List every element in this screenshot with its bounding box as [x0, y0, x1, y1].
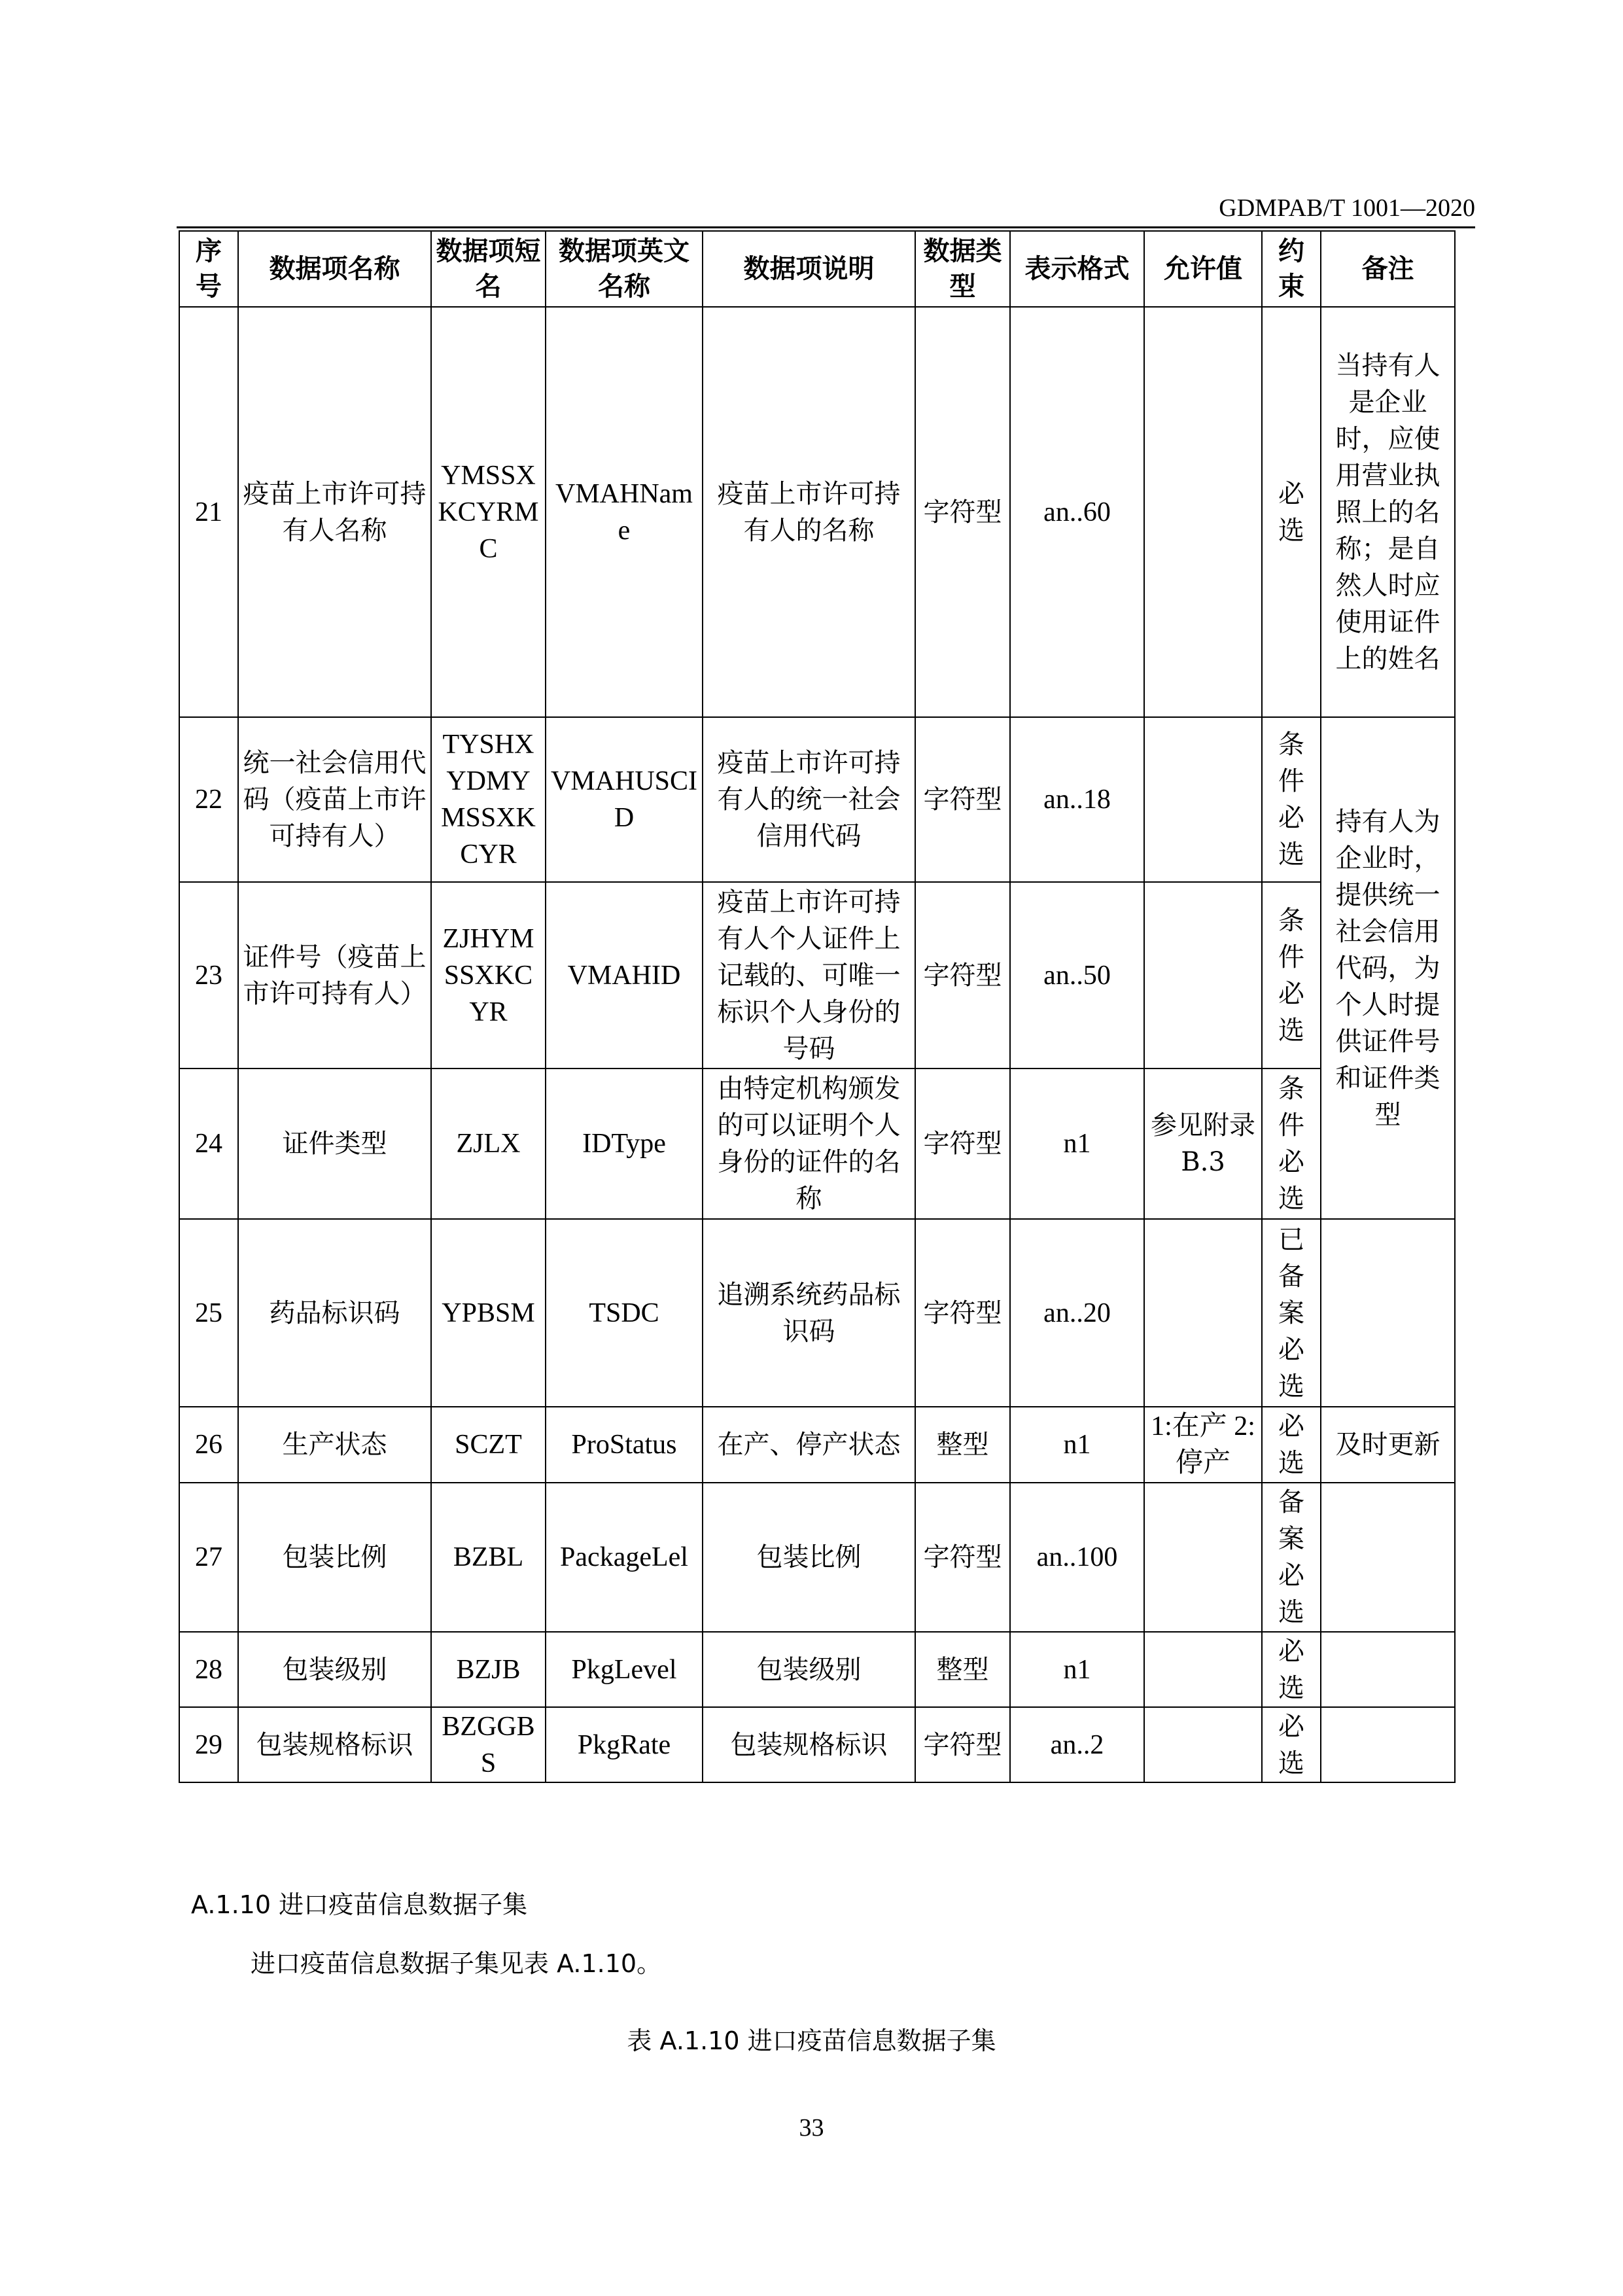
cell-english: VMAHName — [546, 307, 703, 717]
cell-no: 27 — [179, 1483, 238, 1632]
cell-allowed — [1144, 882, 1262, 1069]
cell-short: YMSSXKCYRMC — [431, 307, 546, 717]
cell-short: TYSHXYDMYMSSXKCYR — [431, 717, 546, 882]
cell-english: PackageLel — [546, 1483, 703, 1632]
cell-short: BZBL — [431, 1483, 546, 1632]
page-number: 33 — [799, 2114, 824, 2142]
cell-remark-merged: 持有人为企业时，提供统一社会信用代码，为个人时提供证件号和证件类型 — [1321, 717, 1455, 1219]
table-row — [179, 307, 1455, 717]
cell-desc: 在产、停产状态 — [703, 1407, 915, 1483]
table-row — [179, 1707, 1455, 1782]
cell-name: 证件类型 — [238, 1069, 431, 1219]
cell-remark: 及时更新 — [1321, 1407, 1455, 1483]
col-header-desc: 数据项说明 — [703, 231, 915, 307]
cell-name: 药品标识码 — [238, 1219, 431, 1407]
cell-desc: 包装比例 — [703, 1483, 915, 1632]
cell-type: 字符型 — [915, 1219, 1010, 1407]
cell-type: 字符型 — [915, 307, 1010, 717]
cell-type: 字符型 — [915, 1483, 1010, 1632]
cell-format: an..60 — [1010, 307, 1144, 717]
cell-name: 统一社会信用代码（疫苗上市许可持有人） — [238, 717, 431, 882]
cell-constraint: 条件必选 — [1262, 1069, 1321, 1219]
table-row — [179, 1483, 1455, 1632]
cell-format: n1 — [1010, 1632, 1144, 1707]
cell-name: 疫苗上市许可持有人名称 — [238, 307, 431, 717]
section-paragraph: 进口疫苗信息数据子集见表 A.1.10。 — [251, 1949, 662, 1978]
cell-desc: 疫苗上市许可持有人个人证件上记载的、可唯一标识个人身份的号码 — [703, 882, 915, 1069]
standard-code: GDMPAB/T 1001—2020 — [1219, 194, 1475, 222]
cell-format: an..100 — [1010, 1483, 1144, 1632]
cell-english: PkgRate — [546, 1707, 703, 1782]
col-header-remark: 备注 — [1321, 231, 1455, 307]
cell-remark — [1321, 1707, 1455, 1782]
col-header-format: 表示格式 — [1010, 231, 1144, 307]
cell-format: n1 — [1010, 1069, 1144, 1219]
cell-english: IDType — [546, 1069, 703, 1219]
cell-no: 24 — [179, 1069, 238, 1219]
cell-name: 包装规格标识 — [238, 1707, 431, 1782]
col-header-english: 数据项英文名称 — [546, 231, 703, 307]
cell-format: n1 — [1010, 1407, 1144, 1483]
cell-type: 字符型 — [915, 1707, 1010, 1782]
cell-type: 字符型 — [915, 882, 1010, 1069]
cell-desc: 包装级别 — [703, 1632, 915, 1707]
cell-format: an..50 — [1010, 882, 1144, 1069]
cell-remark — [1321, 1632, 1455, 1707]
cell-no: 26 — [179, 1407, 238, 1483]
table-row — [179, 1219, 1455, 1407]
cell-desc: 追溯系统药品标识码 — [703, 1219, 915, 1407]
cell-constraint: 条件必选 — [1262, 717, 1321, 882]
cell-type: 整型 — [915, 1407, 1010, 1483]
cell-english: VMAHUSCID — [546, 717, 703, 882]
cell-name: 包装比例 — [238, 1483, 431, 1632]
col-header-no: 序号 — [179, 231, 238, 307]
cell-format: an..18 — [1010, 717, 1144, 882]
cell-constraint: 必选 — [1262, 307, 1321, 717]
data-items-table — [179, 230, 1456, 1783]
cell-no: 29 — [179, 1707, 238, 1782]
cell-english: PkgLevel — [546, 1632, 703, 1707]
table-row — [179, 1069, 1455, 1219]
cell-allowed — [1144, 1632, 1262, 1707]
table-row — [179, 1632, 1455, 1707]
cell-name: 证件号（疫苗上市许可持有人） — [238, 882, 431, 1069]
cell-type: 字符型 — [915, 717, 1010, 882]
cell-format: an..20 — [1010, 1219, 1144, 1407]
cell-english: ProStatus — [546, 1407, 703, 1483]
cell-allowed — [1144, 1219, 1262, 1407]
cell-no: 28 — [179, 1632, 238, 1707]
cell-no: 22 — [179, 717, 238, 882]
cell-desc: 由特定机构颁发的可以证明个人身份的证件的名称 — [703, 1069, 915, 1219]
cell-allowed — [1144, 1483, 1262, 1632]
cell-allowed — [1144, 307, 1262, 717]
table-caption: 表 A.1.10 进口疫苗信息数据子集 — [627, 2026, 996, 2055]
cell-short: YPBSM — [431, 1219, 546, 1407]
cell-remark — [1321, 1483, 1455, 1632]
table-row — [179, 717, 1455, 882]
cell-desc: 疫苗上市许可持有人的名称 — [703, 307, 915, 717]
cell-no: 25 — [179, 1219, 238, 1407]
cell-allowed — [1144, 717, 1262, 882]
cell-english: VMAHID — [546, 882, 703, 1069]
header-rule — [177, 226, 1475, 228]
cell-constraint: 已备案必选 — [1262, 1219, 1321, 1407]
cell-constraint: 必选 — [1262, 1707, 1321, 1782]
section-heading: A.1.10 进口疫苗信息数据子集 — [191, 1890, 528, 1919]
col-header-short: 数据项短名 — [431, 231, 546, 307]
col-header-constraint: 约束 — [1262, 231, 1321, 307]
cell-allowed: 参见附录B.3 — [1144, 1069, 1262, 1219]
cell-allowed — [1144, 1707, 1262, 1782]
cell-format: an..2 — [1010, 1707, 1144, 1782]
cell-english: TSDC — [546, 1219, 703, 1407]
table-header-row — [179, 231, 1455, 307]
col-header-allowed: 允许值 — [1144, 231, 1262, 307]
cell-remark: 当持有人是企业时，应使用营业执照上的名称；是自然人时应使用证件上的姓名 — [1321, 307, 1455, 717]
cell-name: 包装级别 — [238, 1632, 431, 1707]
cell-constraint: 备案必选 — [1262, 1483, 1321, 1632]
cell-no: 21 — [179, 307, 238, 717]
cell-short: SCZT — [431, 1407, 546, 1483]
cell-constraint: 必选 — [1262, 1632, 1321, 1707]
cell-desc: 包装规格标识 — [703, 1707, 915, 1782]
cell-no: 23 — [179, 882, 238, 1069]
col-header-type: 数据类型 — [915, 231, 1010, 307]
col-header-name: 数据项名称 — [238, 231, 431, 307]
cell-type: 整型 — [915, 1632, 1010, 1707]
table-row — [179, 1407, 1455, 1483]
cell-constraint: 条件必选 — [1262, 882, 1321, 1069]
cell-short: BZGGBS — [431, 1707, 546, 1782]
cell-short: ZJHYMSSXKCYR — [431, 882, 546, 1069]
cell-desc: 疫苗上市许可持有人的统一社会信用代码 — [703, 717, 915, 882]
cell-remark — [1321, 1219, 1455, 1407]
cell-allowed: 1:在产 2:停产 — [1144, 1407, 1262, 1483]
table-row — [179, 882, 1455, 1069]
cell-name: 生产状态 — [238, 1407, 431, 1483]
cell-constraint: 必选 — [1262, 1407, 1321, 1483]
cell-type: 字符型 — [915, 1069, 1010, 1219]
cell-short: BZJB — [431, 1632, 546, 1707]
cell-short: ZJLX — [431, 1069, 546, 1219]
